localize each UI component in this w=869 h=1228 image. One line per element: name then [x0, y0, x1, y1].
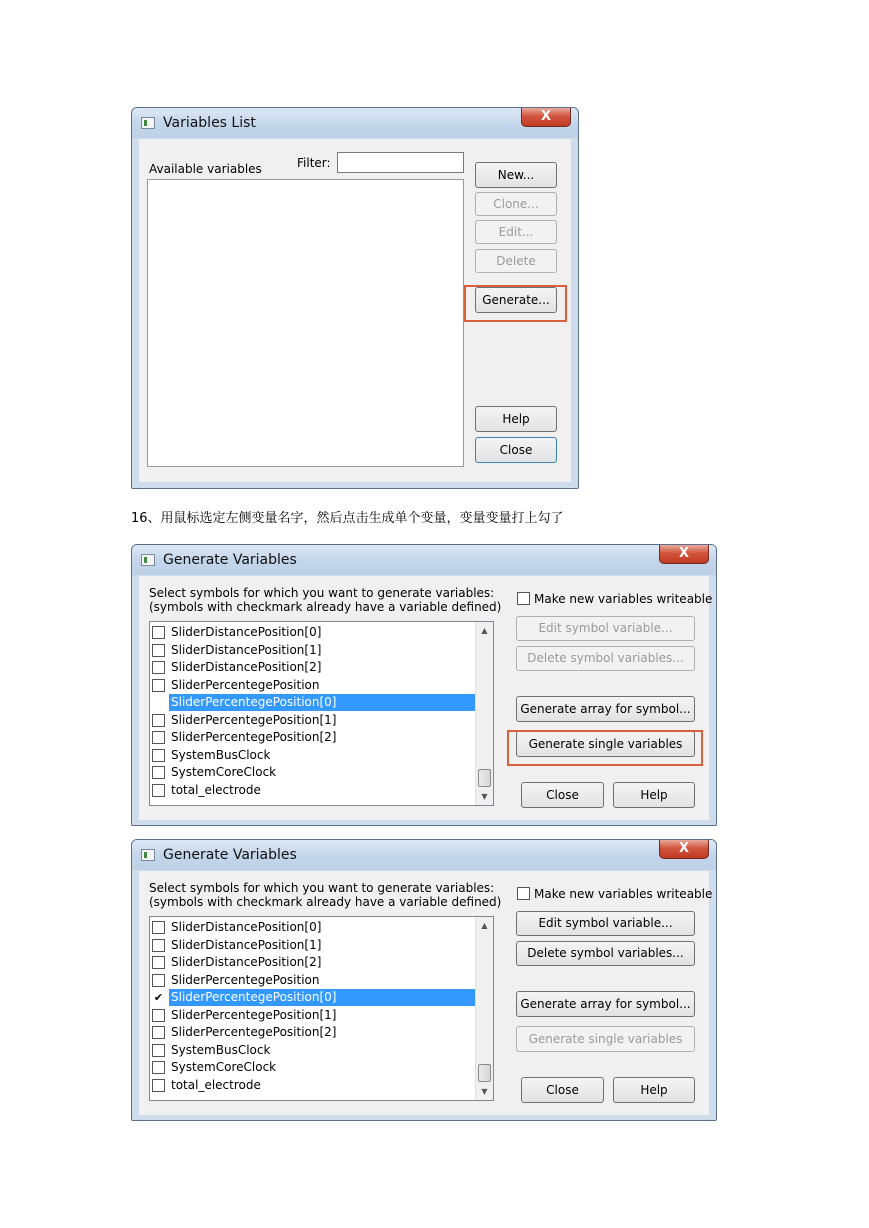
list-item-checkbox[interactable] [152, 1044, 165, 1057]
list-item[interactable] [152, 1007, 475, 1024]
writeable-label: Make new variables writeable [534, 592, 713, 606]
step-caption: 16、用鼠标选定左侧变量名字，然后点击生成单个变量，变量变量打上勾了 [131, 511, 564, 526]
window-close-button[interactable]: X [659, 545, 709, 564]
list-item-label: SliderPercentegePosition[0] [169, 694, 475, 711]
list-item-checkbox[interactable] [152, 766, 165, 779]
list-item[interactable] [152, 712, 475, 729]
list-item-checkbox[interactable] [152, 784, 165, 797]
list-item-checkbox[interactable] [152, 679, 165, 692]
available-variables-list[interactable] [147, 179, 464, 467]
window-title: Generate Variables [163, 552, 297, 568]
list-item[interactable] [152, 764, 475, 781]
window-title: Variables List [163, 115, 256, 131]
close-button[interactable]: Close [475, 437, 557, 463]
list-item[interactable] [152, 747, 475, 764]
list-item[interactable] [152, 937, 475, 954]
generate-button[interactable]: Generate... [475, 287, 557, 313]
generate-single-variables-button[interactable]: Generate single variables [516, 731, 695, 757]
scroll-down-icon[interactable]: ▼ [481, 792, 488, 801]
list-item-label: SliderDistancePosition[0] [171, 625, 322, 639]
generate-variables-window-2 [131, 839, 717, 1121]
list-item-checkbox[interactable] [152, 1026, 165, 1039]
writeable-label: Make new variables writeable [534, 887, 713, 901]
instruction-line-2: (symbols with checkmark already have a variable defined) [149, 600, 502, 614]
list-item-label: SliderDistancePosition[1] [171, 642, 322, 657]
list-item-checkbox[interactable] [152, 644, 165, 657]
list-item[interactable] [152, 1059, 475, 1076]
generate-variables-window-1 [131, 544, 717, 826]
list-item-checkbox[interactable] [152, 714, 165, 727]
symbols-list[interactable] [149, 621, 494, 806]
variables-list-client [139, 139, 571, 482]
list-item[interactable] [152, 782, 475, 799]
list-item-checkbox[interactable] [152, 956, 165, 969]
delete-symbol-variables-button[interactable]: Delete symbol variables... [516, 941, 695, 966]
list-item-checkbox[interactable] [152, 731, 165, 744]
help-button[interactable]: Help [475, 406, 557, 432]
list-item-checkbox[interactable] [152, 939, 165, 952]
list-item-label: SystemCoreClock [171, 765, 277, 779]
list-item-checkbox[interactable] [152, 661, 165, 674]
list-item-label: total_electrode [171, 1077, 261, 1092]
list-item-label: total_electrode [171, 782, 261, 797]
generate-variables-titlebar[interactable] [132, 840, 716, 870]
generate-array-button[interactable]: Generate array for symbol... [516, 696, 695, 722]
generate-array-button[interactable]: Generate array for symbol... [516, 991, 695, 1017]
list-item[interactable] [152, 729, 475, 746]
scroll-thumb[interactable] [478, 1064, 491, 1082]
writeable-checkbox[interactable] [517, 592, 530, 605]
variables-list-titlebar[interactable] [132, 108, 578, 138]
list-item[interactable] [152, 1077, 475, 1094]
scroll-up-icon[interactable]: ▲ [481, 626, 488, 635]
available-variables-label: Available variables [149, 162, 262, 176]
list-item[interactable] [152, 677, 475, 694]
list-item[interactable] [152, 1024, 475, 1041]
list-item-label: SystemBusClock [171, 747, 271, 762]
list-item-label: SliderDistancePosition[1] [171, 937, 322, 952]
filter-label: Filter: [297, 156, 331, 170]
list-item-label: SliderDistancePosition[2] [171, 660, 322, 674]
list-item-label: SliderPercentegePosition[0] [169, 989, 475, 1006]
filter-input[interactable] [337, 152, 464, 173]
list-item-checkbox[interactable] [152, 921, 165, 934]
list-item-label: SliderPercentegePosition[2] [171, 730, 337, 744]
generate-variables-titlebar[interactable] [132, 545, 716, 575]
list-item[interactable] [152, 642, 475, 659]
list-item-checkbox[interactable] [152, 696, 165, 709]
window-app-icon [141, 554, 155, 566]
generate-variables-client [139, 871, 713, 1115]
edit-button[interactable]: Edit... [475, 220, 557, 244]
scroll-up-icon[interactable]: ▲ [481, 921, 488, 930]
generate-highlight-box [464, 285, 567, 322]
instruction-line-1: Select symbols for which you want to generate variables: [149, 881, 495, 895]
scroll-down-icon[interactable]: ▼ [481, 1087, 488, 1096]
delete-symbol-variables-button[interactable]: Delete symbol variables... [516, 646, 695, 671]
window-close-button[interactable]: X [521, 108, 571, 127]
window-title: Generate Variables [163, 847, 297, 863]
window-app-icon [141, 117, 155, 129]
variables-list-window [131, 107, 579, 489]
scroll-thumb[interactable] [478, 769, 491, 787]
list-item-checkbox[interactable] [152, 974, 165, 987]
list-item[interactable] [152, 1042, 475, 1059]
list-item-checkbox[interactable] [152, 1061, 165, 1074]
list-item-label: SliderDistancePosition[0] [171, 920, 322, 934]
symbols-list-scrollbar[interactable] [475, 622, 493, 805]
instruction-line-1: Select symbols for which you want to generate variables: [149, 586, 495, 600]
edit-symbol-variable-button[interactable]: Edit symbol variable... [516, 616, 695, 641]
writeable-checkbox[interactable] [517, 887, 530, 900]
list-item-label: SystemBusClock [171, 1042, 271, 1057]
generate-single-variables-button[interactable]: Generate single variables [516, 1026, 695, 1052]
edit-symbol-variable-button[interactable]: Edit symbol variable... [516, 911, 695, 936]
generate-variables-client [139, 576, 713, 820]
list-item[interactable] [152, 624, 475, 641]
help-button[interactable]: Help [613, 782, 695, 808]
list-item-label: SliderDistancePosition[2] [171, 955, 322, 969]
symbols-list-scrollbar[interactable] [475, 917, 493, 1100]
list-item-checkbox[interactable] [152, 749, 165, 762]
list-item-checkbox[interactable] [152, 1009, 165, 1022]
list-item[interactable] [152, 694, 475, 711]
list-item-label: SliderPercentegePosition[1] [171, 712, 337, 727]
window-close-button[interactable]: X [659, 840, 709, 859]
close-button[interactable]: Close [521, 1077, 604, 1103]
generate-single-highlight-box [507, 730, 703, 766]
list-item[interactable] [152, 919, 475, 936]
list-item-checkbox[interactable] [152, 626, 165, 639]
close-button[interactable]: Close [521, 782, 604, 808]
help-button[interactable]: Help [613, 1077, 695, 1103]
list-item-label: SliderPercentegePosition [171, 677, 320, 692]
list-item-checkbox[interactable] [152, 1079, 165, 1092]
list-item-label: SliderPercentegePosition [171, 972, 320, 987]
list-item[interactable] [152, 659, 475, 676]
clone-button[interactable]: Clone... [475, 192, 557, 216]
list-item[interactable] [152, 954, 475, 971]
list-item[interactable] [152, 972, 475, 989]
list-item-checkbox[interactable]: ✔ [153, 991, 164, 1004]
instruction-line-2: (symbols with checkmark already have a variable defined) [149, 895, 502, 909]
delete-button[interactable]: Delete [475, 249, 557, 273]
symbols-list[interactable] [149, 916, 494, 1101]
new-button[interactable]: New... [475, 162, 557, 188]
list-item-label: SliderPercentegePosition[1] [171, 1007, 337, 1022]
list-item-label: SliderPercentegePosition[2] [171, 1025, 337, 1039]
list-item[interactable] [152, 989, 475, 1006]
window-app-icon [141, 849, 155, 861]
list-item-label: SystemCoreClock [171, 1060, 277, 1074]
